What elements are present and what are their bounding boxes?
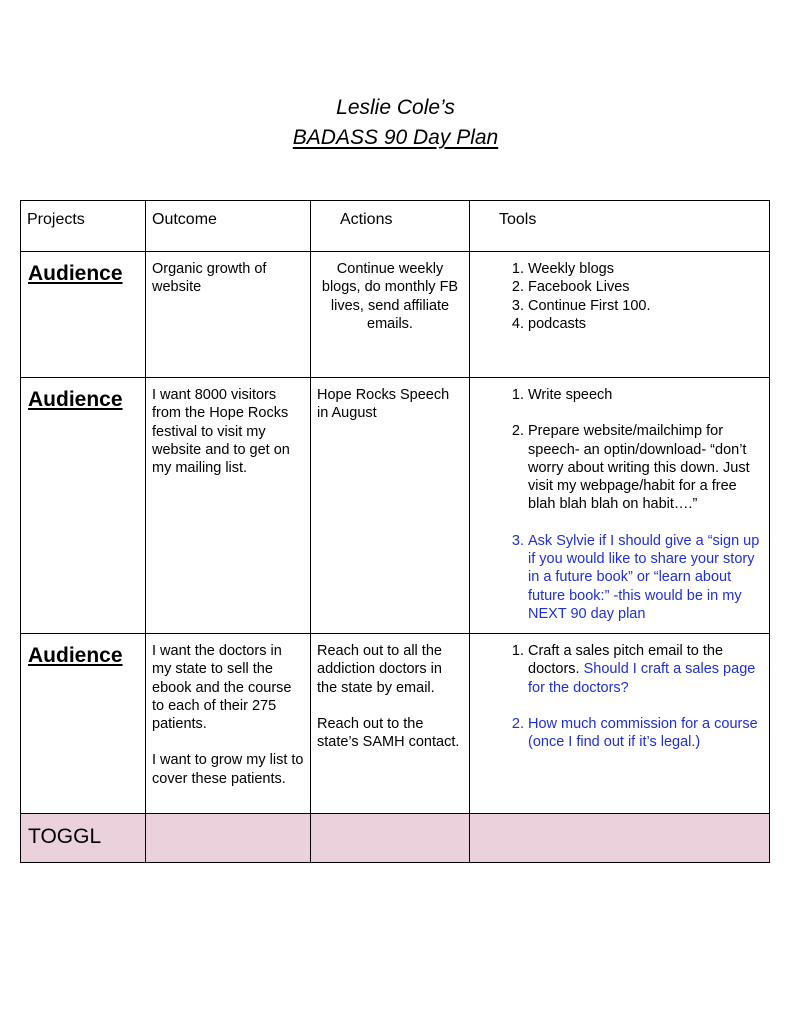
toggl-label: TOGGL bbox=[28, 825, 102, 848]
tools-wrap bbox=[470, 378, 769, 629]
outcome-text-secondary: I want to grow my list to cover these patients. bbox=[152, 752, 304, 787]
project-cell bbox=[21, 252, 146, 378]
project-label: Audience bbox=[28, 644, 123, 667]
toggl-cell bbox=[21, 814, 146, 863]
header-projects: Projects bbox=[27, 211, 85, 228]
table-row bbox=[21, 252, 770, 378]
table-row bbox=[21, 378, 770, 634]
outcome-cell bbox=[146, 252, 311, 378]
toggl-row bbox=[21, 814, 770, 863]
header-outcome: Outcome bbox=[152, 211, 217, 228]
tools-wrap bbox=[470, 252, 769, 339]
actions-cell bbox=[311, 252, 470, 378]
tool-item: 2. Facebook Lives bbox=[528, 278, 763, 296]
tool-item-text: Craft a sales pitch email to the doctors. bbox=[528, 643, 724, 678]
project-cell bbox=[21, 634, 146, 814]
tool-item: 4. podcasts bbox=[528, 315, 763, 333]
table-row bbox=[21, 634, 770, 814]
outcome-text: I want the doctors in my state to sell the ebook and the course to each of their 275 patients. bbox=[152, 643, 292, 733]
tool-item bbox=[528, 642, 763, 697]
actions-text-secondary: Reach out to the state’s SAMH contact. bbox=[317, 715, 460, 751]
outcome-text: Organic growth of website bbox=[152, 261, 267, 296]
toggl-empty-cell bbox=[311, 814, 470, 863]
tools-cell bbox=[470, 378, 770, 634]
document-title bbox=[0, 93, 791, 153]
project-label: Audience bbox=[28, 388, 123, 411]
plan-table bbox=[20, 200, 770, 863]
tool-item: 1. Weekly blogs bbox=[528, 260, 763, 278]
toggl-empty-cell bbox=[146, 814, 311, 863]
tools-cell bbox=[470, 634, 770, 814]
header-tools: Tools bbox=[499, 211, 537, 228]
tool-item: 3. Continue First 100. bbox=[528, 297, 763, 315]
tools-cell bbox=[470, 252, 770, 378]
tool-item: 2. Prepare website/mailchimp for speech- an optin/download- “don’t worry about writing this down. Just visit my webpage/habit for a free blah blah blah on habit….” bbox=[528, 422, 763, 513]
project-label: Audience bbox=[28, 262, 123, 285]
header-actions: Actions bbox=[340, 211, 393, 228]
outcome-wrap bbox=[146, 634, 310, 794]
title-name: Leslie Cole’s bbox=[336, 96, 455, 119]
title-plan: BADASS 90 Day Plan bbox=[292, 126, 499, 149]
actions-cell bbox=[311, 378, 470, 634]
outcome-cell bbox=[146, 378, 311, 634]
tool-item: 1. Write speech bbox=[528, 386, 763, 404]
header-row bbox=[21, 201, 770, 252]
actions-wrap bbox=[311, 634, 469, 757]
header-actions-cell bbox=[311, 201, 470, 252]
actions-text: Reach out to all the addiction doctors in the state by email. bbox=[317, 643, 442, 696]
header-outcome-cell bbox=[146, 201, 311, 252]
tools-list bbox=[476, 260, 763, 333]
toggl-empty-cell bbox=[470, 814, 770, 863]
actions-cell bbox=[311, 634, 470, 814]
tool-item-question: 3. Ask Sylvie if I should give a “sign up if you would like to share your story in a future book” or “learn about future book:” -this would be in my NEXT 90 day plan bbox=[528, 532, 763, 623]
tools-list bbox=[476, 642, 763, 751]
tools-list bbox=[476, 386, 763, 623]
tools-wrap bbox=[470, 634, 769, 757]
actions-text: Continue weekly blogs, do monthly FB lives, send affiliate emails. bbox=[321, 261, 459, 332]
tool-item-question: Should I craft a sales page for the doctors? bbox=[528, 661, 756, 696]
header-projects-cell bbox=[21, 201, 146, 252]
outcome-text: I want 8000 visitors from the Hope Rocks festival to visit my website and to get on my mailing list. bbox=[152, 387, 290, 477]
project-cell bbox=[21, 378, 146, 634]
tool-item-question: 2. How much commission for a course (once I find out if it’s legal.) bbox=[528, 715, 763, 752]
header-tools-cell bbox=[470, 201, 770, 252]
outcome-cell bbox=[146, 634, 311, 814]
actions-text: Hope Rocks Speech in August bbox=[317, 387, 450, 422]
